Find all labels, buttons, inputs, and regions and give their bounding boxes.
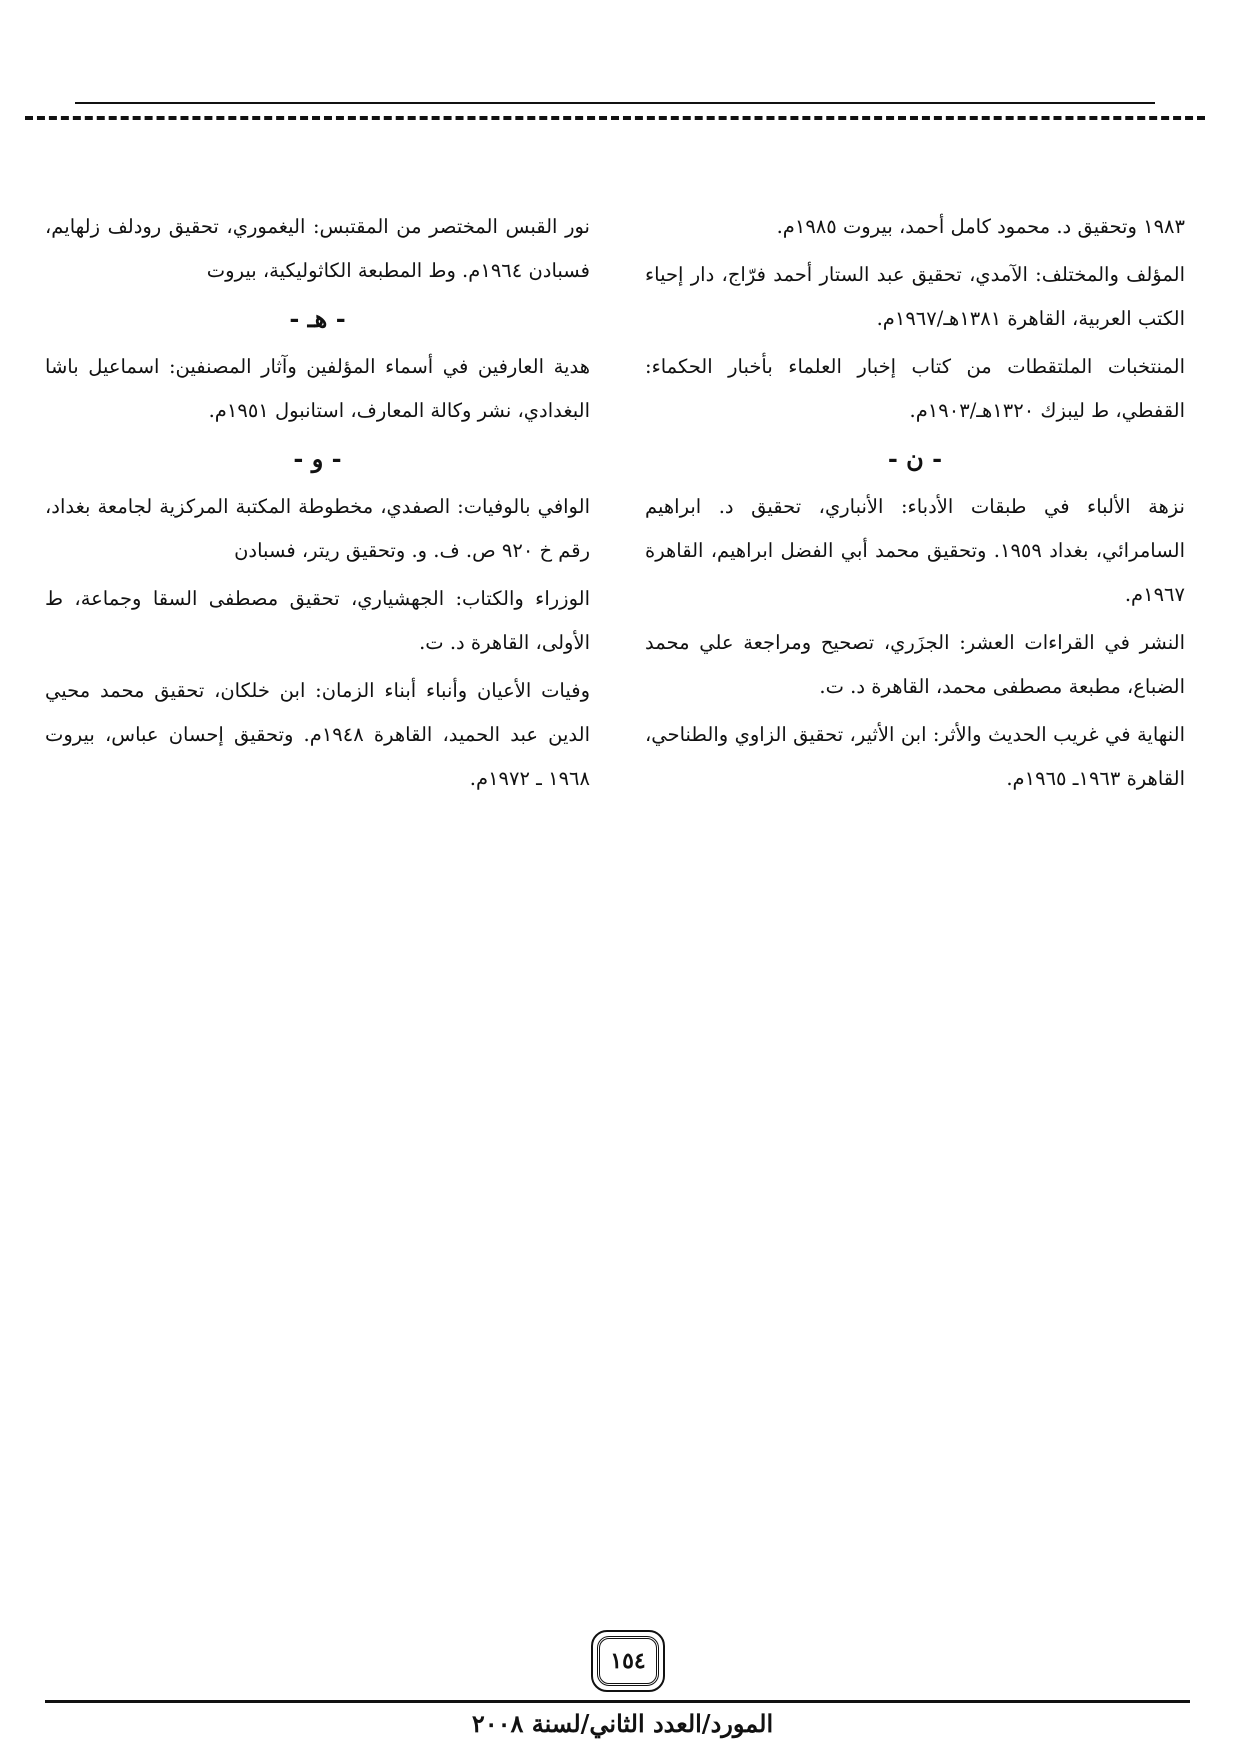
bibliography-entry: ١٩٨٣ وتحقيق د. محمود كامل أحمد، بيروت ١٩٨٥م.	[776, 215, 1185, 238]
bibliography-entry: المنتخبات الملتقطات من كتاب إخبار العلماء بأخبار الحكماء: القفطي، ط ليبزك ١٣٢٠هـ/١٩٠٣م.	[645, 355, 1185, 422]
bibliography-entry: النشر في القراءات العشر: الجزَري، تصحيح ومراجعة علي محمد الضباع، مطبعة مصطفى محمد، القاهرة د. ت.	[645, 631, 1185, 698]
bottom-rule	[45, 1700, 1190, 1703]
bibliography-entry: نور القبس المختصر من المقتبس: اليغموري، تحقيق رودلف زلهايم، فسبادن ١٩٦٤م. وط المطبعة الكاثوليكية، بيروت	[45, 215, 590, 282]
bibliography-entry: الوافي بالوفيات: الصفدي، مخطوطة المكتبة المركزية لجامعة بغداد، رقم خ ٩٢٠ ص. ف. و. وتحقيق ريتر، فسبادن	[45, 495, 590, 562]
section-letter-heading: - ن -	[887, 444, 943, 473]
bibliography-entry: نزهة الألباء في طبقات الأدباء: الأنباري، تحقيق د. ابراهيم السامرائي، بغداد ١٩٥٩. وتحقيق محمد أبي الفضل ابراهيم، القاهرة ١٩٦٧م.	[645, 495, 1185, 606]
bibliography-entry: الوزراء والكتاب: الجهشياري، تحقيق مصطفى السقا وجماعة، ط الأولى، القاهرة د. ت.	[45, 587, 590, 654]
top-rule	[75, 102, 1155, 104]
section-letter-heading: - هـ -	[289, 304, 346, 333]
bibliography-entry: هدية العارفين في أسماء المؤلفين وآثار المصنفين: اسماعيل باشا البغدادي، نشر وكالة المعارف، استانبول ١٩٥١م.	[45, 355, 590, 422]
right-column	[645, 205, 1185, 805]
footer-journal-issue: المورد/العدد الثاني/لسنة ٢٠٠٨	[471, 1709, 774, 1738]
page-number: ١٥٤	[597, 1636, 659, 1686]
bibliography-entry: وفيات الأعيان وأنباء أبناء الزمان: ابن خلكان، تحقيق محمد محيي الدين عبد الحميد، القاهرة ١٩٤٨م. وتحقيق إحسان عباس، بيروت ١٩٦٨ ـ ١٩٧٢م.	[45, 679, 590, 790]
top-dashed-rule	[25, 116, 1205, 120]
section-letter-heading: - و -	[293, 444, 342, 473]
bibliography-entry: المؤلف والمختلف: الآمدي، تحقيق عبد الستار أحمد فرّاج، دار إحياء الكتب العربية، القاهرة ١٣٨١هـ/١٩٦٧م.	[645, 263, 1185, 330]
bibliography-entry: النهاية في غريب الحديث والأثر: ابن الأثير، تحقيق الزاوي والطناحي، القاهرة ١٩٦٣ـ ١٩٦٥م.	[645, 723, 1185, 790]
left-column	[45, 205, 590, 805]
